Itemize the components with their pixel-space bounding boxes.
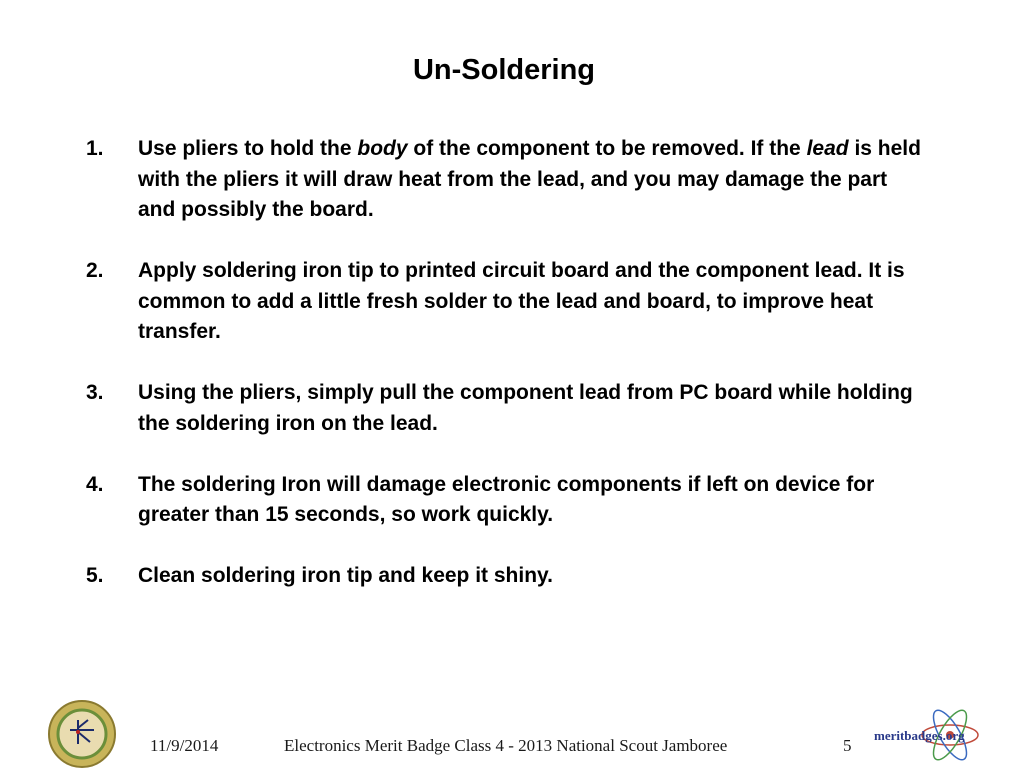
item-number: 1. bbox=[86, 137, 104, 160]
meritbadges-logo bbox=[874, 706, 984, 764]
item-text: Use pliers to hold the body of the component to be removed. If the lead is held with the pliers it will draw heat from the lead, and you may damage the part and possibly the board. bbox=[138, 137, 921, 221]
list-item bbox=[86, 256, 926, 348]
page-number: 5 bbox=[843, 736, 852, 755]
list-item bbox=[86, 134, 926, 226]
footer-date: 11/9/2014 bbox=[150, 736, 219, 755]
list-item bbox=[86, 378, 926, 439]
item-number: 3. bbox=[86, 381, 104, 404]
list-item bbox=[86, 561, 926, 592]
footer-title: Electronics Merit Badge Class 4 - 2013 National Scout Jamboree bbox=[284, 736, 728, 755]
emphasis-lead: lead bbox=[806, 137, 849, 160]
slide-title: Un-Soldering bbox=[412, 54, 596, 86]
item-text: Apply soldering iron tip to printed circuit board and the component lead. It is common to add a little fresh solder to the lead and board, to improve heat transfer. bbox=[138, 259, 905, 343]
item-number: 5. bbox=[86, 564, 104, 587]
electronics-merit-badge-icon bbox=[48, 700, 116, 768]
item-number: 4. bbox=[86, 472, 104, 496]
site-logo-text: meritbadges.org bbox=[874, 728, 965, 743]
item-text: Using the pliers, simply pull the component lead from PC board while holding the soldering iron on the lead. bbox=[138, 381, 913, 435]
item-text: Clean soldering iron tip and keep it shiny. bbox=[138, 564, 554, 587]
emphasis-body: body bbox=[357, 137, 408, 160]
item-number: 2. bbox=[86, 259, 104, 282]
instruction-list bbox=[86, 134, 926, 622]
list-item bbox=[86, 470, 926, 531]
item-text: The soldering Iron will damage electronic components if left on device for greater than 15 seconds, so work quickly. bbox=[138, 472, 875, 526]
